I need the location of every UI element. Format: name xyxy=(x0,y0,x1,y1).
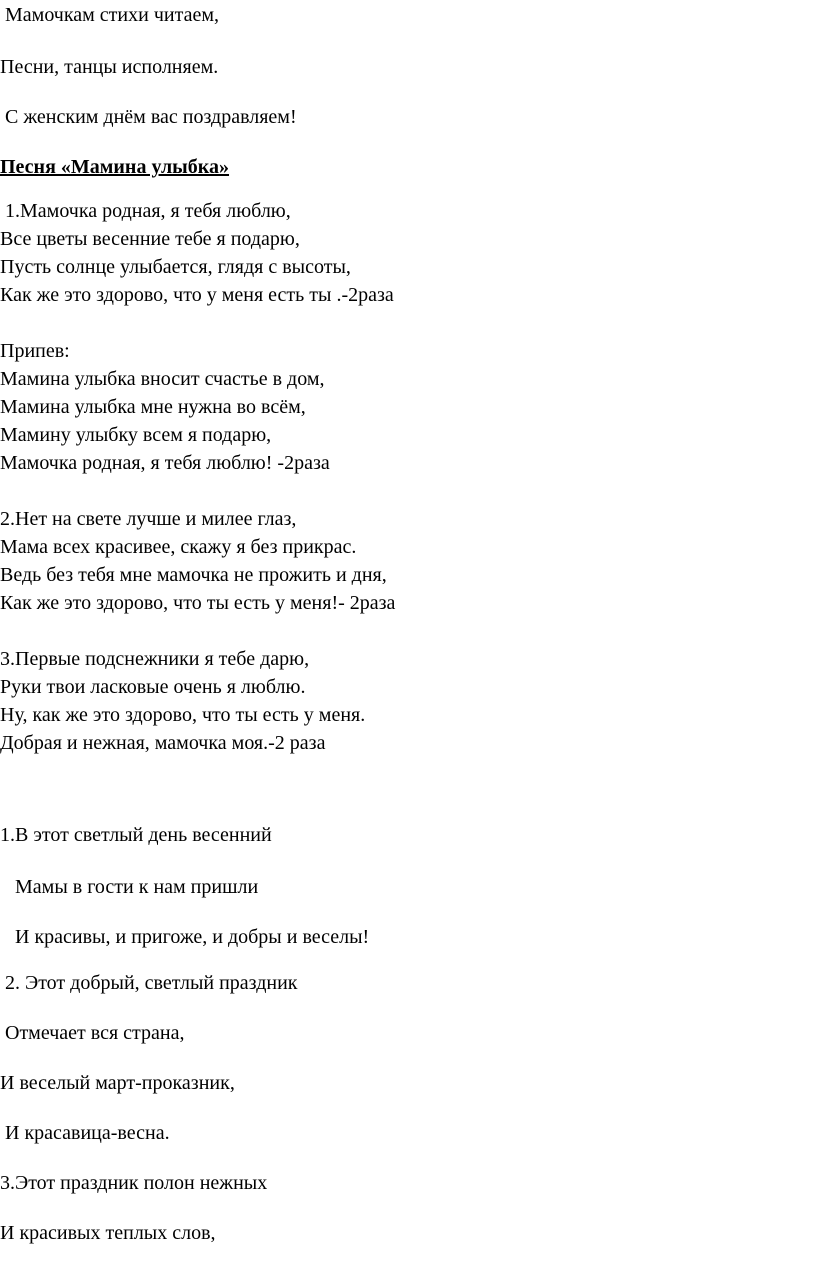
intro-line: С женским днём вас поздравляем! xyxy=(0,106,297,128)
poem-line: Отмечает вся страна, xyxy=(0,1022,185,1044)
song-line: Мама всех красивее, скажу я без прикрас. xyxy=(0,536,357,558)
intro-line: Мамочкам стихи читаем, xyxy=(0,4,219,26)
song-line: Все цветы весенние тебе я подарю, xyxy=(0,228,300,250)
song-line: Мамина улыбка мне нужна во всём, xyxy=(0,396,306,418)
song-line: Пусть солнце улыбается, глядя с высоты, xyxy=(0,256,351,278)
song-title: Песня «Мамина улыбка» xyxy=(0,156,230,178)
poem-line: И красавица-весна. xyxy=(0,1122,170,1144)
poem-line: 1.В этот светлый день весенний xyxy=(0,824,272,846)
song-line: Ну, как же это здорово, что ты есть у меня. xyxy=(0,704,366,726)
poem-line: 3.Этот праздник полон нежных xyxy=(0,1172,268,1194)
poem-line: И красивых теплых слов, xyxy=(0,1222,216,1244)
intro-line: Песни, танцы исполняем. xyxy=(0,56,219,78)
song-line: Мамину улыбку всем я подарю, xyxy=(0,424,272,446)
song-line: Ведь без тебя мне мамочка не прожить и дня, xyxy=(0,564,387,586)
song-line: Как же это здорово, что у меня есть ты .-2раза xyxy=(0,284,394,306)
song-line: Мамочка родная, я тебя люблю! -2раза xyxy=(0,452,330,474)
poem-line: И красивы, и пригоже, и добры и веселы! xyxy=(0,926,370,948)
poem-line: И веселый март-проказник, xyxy=(0,1072,235,1094)
song-line: Как же это здорово, что ты есть у меня!- 2раза xyxy=(0,592,396,614)
poem-line: 2. Этот добрый, светлый праздник xyxy=(0,972,298,994)
poem-line: Мамы в гости к нам пришли xyxy=(0,876,259,898)
song-line: 1.Мамочка родная, я тебя люблю, xyxy=(0,200,291,222)
song-line: Добрая и нежная, мамочка моя.-2 раза xyxy=(0,732,326,754)
song-line: 3.Первые подснежники я тебе дарю, xyxy=(0,648,310,670)
song-line: Мамина улыбка вносит счастье в дом, xyxy=(0,368,325,390)
chorus-label: Припев: xyxy=(0,340,70,362)
song-line: Руки твои ласковые очень я люблю. xyxy=(0,676,306,698)
song-line: 2.Нет на свете лучше и милее глаз, xyxy=(0,508,297,530)
